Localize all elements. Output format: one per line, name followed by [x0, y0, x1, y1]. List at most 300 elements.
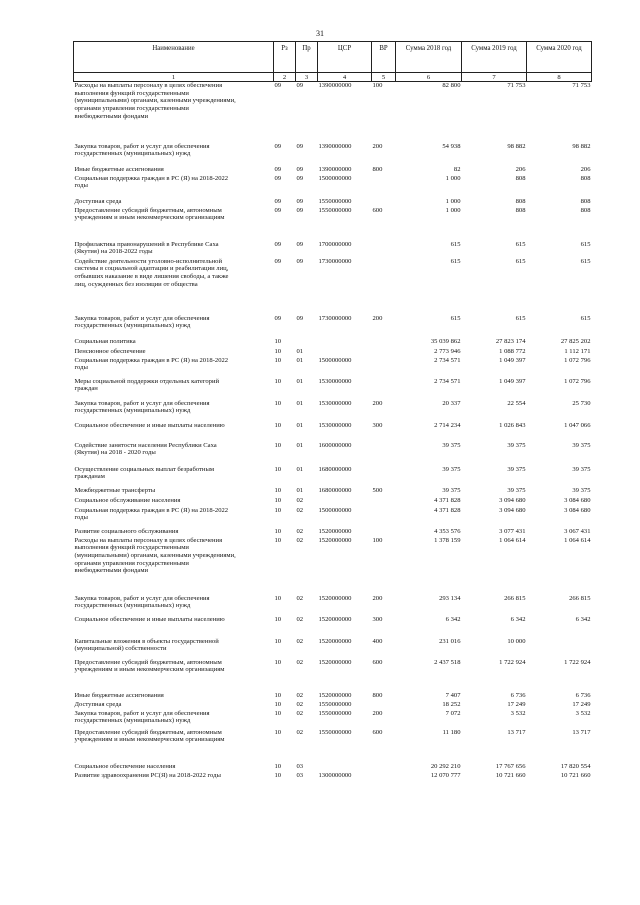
amount-2018: 11 180 [442, 728, 461, 736]
page-number: 31 [316, 29, 324, 38]
table-row [74, 507, 592, 528]
amount-2018: 615 [450, 257, 461, 265]
row-name-line: Межбюджетные трансферты [74, 486, 156, 494]
amount-2019: 98 882 [507, 142, 526, 150]
column-number-cell: 7 [462, 73, 527, 82]
section-code: 10 [274, 496, 282, 504]
expense-type-code: 100 [372, 536, 383, 544]
amount-2018: 4 371 828 [434, 496, 461, 504]
target-article-code: 1520000000 [318, 527, 352, 535]
amount-2019: 808 [515, 206, 526, 214]
amount-2019: 6 342 [510, 615, 526, 623]
row-name [74, 175, 274, 198]
table-row [74, 710, 592, 729]
amount-2018: 1 000 [445, 206, 461, 214]
amount-2018: 6 342 [445, 615, 461, 623]
row-name-line: Социальное обслуживание населения [74, 496, 181, 504]
row-name-line: Социальное обеспечение и иные выплаты населению [74, 615, 225, 623]
table-row [74, 638, 592, 659]
row-name-line: граждан [74, 385, 98, 393]
section-code: 09 [274, 174, 282, 182]
row-name [74, 207, 274, 241]
amount-2018: 2 714 234 [434, 421, 461, 429]
expense-type-code [372, 198, 396, 207]
target-article-code: 1300000000 [318, 771, 352, 779]
header-cell: ЦСР [318, 42, 372, 73]
target-article-code: 1520000000 [318, 658, 352, 666]
subsection-code: 02 [296, 506, 304, 514]
row-name-line: Пенсионное обеспечение [74, 347, 146, 355]
row-name-line: учреждениям и иным некоммерческим организациям [74, 214, 225, 222]
subsection-code: 02 [296, 536, 304, 544]
amount-2020: 39 375 [572, 441, 591, 449]
section-code: 10 [274, 615, 282, 623]
table-row [74, 338, 592, 348]
target-article-code: 1700000000 [318, 240, 352, 248]
section-code: 10 [274, 594, 282, 602]
amount-2019: 6 736 [510, 691, 526, 699]
row-name-line: Расходы на выплаты персоналу в целях обеспечения [74, 82, 223, 89]
expense-type-code: 400 [372, 637, 383, 645]
amount-2019: 266 815 [504, 594, 526, 602]
row-name [74, 378, 274, 400]
amount-2019: 1 049 397 [499, 377, 526, 385]
row-name [74, 442, 274, 466]
section-code: 09 [274, 206, 282, 214]
expense-type-code: 200 [372, 314, 383, 322]
amount-2018: 2 734 571 [434, 356, 461, 364]
section-code: 10 [274, 536, 282, 544]
row-name-line: Социальное обеспечение и иные выплаты населению [74, 421, 225, 429]
row-name-line: Содействие деятельности уголовно-исполнительной [74, 257, 223, 265]
amount-2020: 39 375 [572, 465, 591, 473]
amount-2018: 1 378 159 [434, 536, 461, 544]
row-name-line: Предоставление субсидий бюджетным, автономным [74, 206, 222, 214]
target-article-code: 1530000000 [318, 399, 352, 407]
amount-2018: 18 252 [442, 700, 461, 708]
expense-type-code: 800 [372, 691, 383, 699]
expense-type-code: 200 [372, 594, 383, 602]
target-article-code: 1730000000 [318, 314, 352, 322]
section-code: 10 [274, 771, 282, 779]
target-article-code: 1520000000 [318, 615, 352, 623]
amount-2019: 808 [515, 174, 526, 182]
subsection-code: 03 [296, 771, 304, 779]
subsection-code: 01 [296, 347, 304, 355]
amount-2019: 3 094 680 [499, 496, 526, 504]
row-name-line: Доступная среда [74, 197, 122, 205]
amount-2020: 71 753 [572, 82, 591, 89]
amount-2019: 39 375 [507, 486, 526, 494]
expense-type-code [372, 466, 396, 487]
section-code: 09 [274, 82, 282, 89]
subsection-code: 01 [296, 465, 304, 473]
amount-2018: 2 734 571 [434, 377, 461, 385]
subsection-code: 03 [296, 762, 304, 770]
row-name-line: годы [74, 514, 88, 522]
header-cell: Пр [296, 42, 318, 73]
amount-2018: 39 375 [442, 465, 461, 473]
table-row [74, 315, 592, 338]
table-row [74, 528, 592, 537]
row-name [74, 616, 274, 638]
expense-type-code [372, 348, 396, 357]
row-name [74, 507, 274, 528]
row-name-line: Закупка товаров, работ и услуг для обеспечения [74, 314, 210, 322]
amount-2020: 1 072 796 [564, 377, 591, 385]
amount-2020: 3 532 [575, 709, 591, 717]
amount-2019: 3 094 680 [499, 506, 526, 514]
subsection-code: 02 [296, 496, 304, 504]
target-article-code: 1680000000 [318, 465, 352, 473]
amount-2019: 13 717 [507, 728, 526, 736]
target-article-code: 1550000000 [318, 197, 352, 205]
amount-2019: 615 [515, 314, 526, 322]
amount-2018: 82 [453, 165, 461, 173]
row-name-line: Социальная поддержка граждан в РС (Я) на 2018-2022 [74, 356, 229, 364]
section-code: 10 [274, 658, 282, 666]
row-name [74, 241, 274, 258]
section-code: 10 [274, 728, 282, 736]
row-name-line: Социальная поддержка граждан в РС (Я) на 2018-2022 [74, 174, 229, 182]
table-row [74, 241, 592, 258]
row-name-line: государственных (муниципальных) нужд [74, 150, 191, 158]
amount-2019: 3 532 [510, 709, 526, 717]
row-name-line: органами управления государственными [74, 105, 189, 113]
row-name-line: Расходы на выплаты персоналу в целях обеспечения [74, 536, 223, 544]
row-name [74, 357, 274, 378]
expense-type-code [372, 772, 396, 782]
section-code: 09 [274, 197, 282, 205]
amount-2019: 39 375 [507, 465, 526, 473]
amount-2020: 3 067 431 [564, 527, 591, 535]
table-row [74, 166, 592, 175]
expense-type-code [372, 357, 396, 378]
amount-2020: 6 736 [575, 691, 591, 699]
target-article-code: 1500000000 [318, 174, 352, 182]
section-code: 10 [274, 691, 282, 699]
expense-type-code [372, 241, 396, 258]
row-name [74, 315, 274, 338]
target-article-code: 1500000000 [318, 356, 352, 364]
row-name-line: учреждениям и иным некоммерческим организациям [74, 666, 225, 674]
amount-2019: 206 [515, 165, 526, 173]
row-name [74, 537, 274, 595]
amount-2018: 4 353 576 [434, 527, 461, 535]
table-row [74, 207, 592, 241]
section-code: 10 [274, 709, 282, 717]
amount-2018: 2 773 946 [434, 347, 461, 355]
target-article-code: 1530000000 [318, 377, 352, 385]
target-article-code: 1550000000 [318, 700, 352, 708]
amount-2018: 35 039 862 [430, 337, 461, 345]
row-name-line: Доступная среда [74, 700, 122, 708]
row-name-line: (муниципальной) собственности [74, 645, 167, 653]
target-article-code: 1520000000 [318, 691, 352, 699]
table-row [74, 692, 592, 701]
amount-2018: 1 000 [445, 197, 461, 205]
row-name [74, 466, 274, 487]
amount-2019: 71 753 [507, 82, 526, 89]
subsection-code: 09 [296, 165, 304, 173]
expense-type-code [372, 497, 396, 507]
amount-2018: 20 292 210 [430, 762, 461, 770]
section-code: 10 [274, 506, 282, 514]
section-code: 10 [274, 399, 282, 407]
amount-2020: 1 047 066 [564, 421, 591, 429]
column-number-cell: 1 [74, 73, 274, 82]
row-name [74, 258, 274, 315]
row-name-line: (Якутия) на 2018 - 2020 годы [74, 449, 156, 457]
header-cell: ВР [372, 42, 396, 73]
target-article-code: 1730000000 [318, 257, 352, 265]
section-code: 10 [274, 486, 282, 494]
amount-2019: 10 000 [507, 637, 526, 645]
table-row [74, 595, 592, 616]
amount-2018: 293 134 [439, 594, 461, 602]
expense-type-code [372, 338, 396, 348]
amount-2019: 808 [515, 197, 526, 205]
row-name-line: годы [74, 364, 88, 372]
amount-2020: 808 [580, 206, 591, 214]
amount-2020: 27 825 202 [560, 337, 591, 345]
row-name [74, 638, 274, 659]
row-name [74, 692, 274, 701]
row-name-line: (муниципальными) органами, казенными учреждениями, [74, 97, 236, 105]
section-code: 10 [274, 700, 282, 708]
amount-2019: 1 064 614 [499, 536, 526, 544]
amount-2020: 10 721 660 [560, 771, 591, 779]
amount-2020: 39 375 [572, 486, 591, 494]
amount-2019: 1 722 924 [499, 658, 526, 666]
row-name [74, 82, 274, 143]
header-cell: Сумма 2020 год [527, 42, 592, 73]
amount-2018: 7 407 [445, 691, 461, 699]
row-name-line: Закупка товаров, работ и услуг для обеспечения [74, 594, 210, 602]
expense-type-code: 300 [372, 421, 383, 429]
row-name [74, 143, 274, 166]
row-name-line: выполнения функций государственными [74, 544, 189, 552]
table-row [74, 659, 592, 692]
expense-type-code: 300 [372, 615, 383, 623]
expense-type-code [372, 507, 396, 528]
row-name-line: органами управления государственными [74, 559, 189, 567]
subsection-code: 09 [296, 142, 304, 150]
row-name-line: Закупка товаров, работ и услуг для обеспечения [74, 142, 210, 150]
amount-2018: 82 800 [442, 82, 461, 89]
row-name [74, 338, 274, 348]
amount-2019: 615 [515, 257, 526, 265]
amount-2020: 808 [580, 197, 591, 205]
target-article-code: 1550000000 [318, 206, 352, 214]
row-name [74, 659, 274, 692]
amount-2020: 98 882 [572, 142, 591, 150]
row-name-line: выполнения функций государственными [74, 89, 189, 97]
row-name [74, 497, 274, 507]
amount-2020: 13 717 [572, 728, 591, 736]
table-body [74, 82, 592, 782]
subsection-code: 02 [296, 658, 304, 666]
amount-2018: 39 375 [442, 486, 461, 494]
subsection-code: 01 [296, 399, 304, 407]
subsection-code: 09 [296, 240, 304, 248]
amount-2018: 20 337 [442, 399, 461, 407]
row-name-line: Социальное обеспечение населения [74, 762, 176, 770]
row-name [74, 710, 274, 729]
header-cell: Сумма 2019 год [462, 42, 527, 73]
section-code: 10 [274, 377, 282, 385]
expense-type-code: 200 [372, 709, 383, 717]
amount-2018: 231 016 [439, 637, 461, 645]
column-number-cell: 2 [274, 73, 296, 82]
row-name-line: Развитие здравоохранения РС(Я) на 2018-2022 годы [74, 771, 221, 779]
expense-type-code: 600 [372, 728, 383, 736]
header-cell: Сумма 2018 год [396, 42, 462, 73]
subsection-code: 02 [296, 527, 304, 535]
expense-type-code: 600 [372, 658, 383, 666]
amount-2020: 206 [580, 165, 591, 173]
column-number-cell: 8 [527, 73, 592, 82]
row-name-line: системы в социальной адаптации и реабилитации лиц, [74, 265, 229, 273]
amount-2019: 615 [515, 240, 526, 248]
subsection-code: 02 [296, 709, 304, 717]
row-name [74, 701, 274, 710]
target-article-code [318, 338, 372, 348]
row-name-line: Социальная поддержка граждан в РС (Я) на 2018-2022 [74, 506, 229, 514]
row-name-line: Иные бюджетные ассигнования [74, 165, 164, 173]
row-name-line: Капитальные вложения в объекты государственной [74, 637, 219, 645]
amount-2020: 3 084 680 [564, 506, 591, 514]
expense-type-code: 500 [372, 486, 383, 494]
target-article-code: 1600000000 [318, 441, 352, 449]
expense-type-code: 200 [372, 399, 383, 407]
subsection-code: 02 [296, 700, 304, 708]
expense-type-code [372, 763, 396, 772]
amount-2020: 1 064 614 [564, 536, 591, 544]
header-cell: Рз [274, 42, 296, 73]
section-code: 10 [274, 465, 282, 473]
column-number-cell: 5 [372, 73, 396, 82]
row-name-line: лиц, осужденных без изоляции от общества [74, 280, 198, 288]
amount-2020: 615 [580, 314, 591, 322]
section-code: 09 [274, 314, 282, 322]
table-row [74, 729, 592, 763]
amount-2020: 1 112 171 [564, 347, 591, 355]
row-name-line: Социальная политика [74, 337, 136, 345]
row-name-line: Развитие социального обслуживания [74, 527, 179, 535]
target-article-code: 1390000000 [318, 165, 352, 173]
table-row [74, 198, 592, 207]
row-name-line: Осуществление социальных выплат безработным [74, 465, 215, 473]
amount-2019: 27 823 174 [495, 337, 526, 345]
row-name [74, 348, 274, 357]
section-code: 10 [274, 762, 282, 770]
row-name [74, 400, 274, 422]
amount-2019: 22 554 [507, 399, 526, 407]
subsection-code: 01 [296, 486, 304, 494]
expense-type-code: 100 [372, 82, 383, 89]
target-article-code: 1550000000 [318, 728, 352, 736]
table-row [74, 422, 592, 442]
subsection-code: 09 [296, 314, 304, 322]
section-code: 10 [274, 356, 282, 364]
amount-2020: 808 [580, 174, 591, 182]
target-article-code: 1390000000 [318, 82, 352, 89]
table-row [74, 616, 592, 638]
table-row [74, 348, 592, 357]
amount-2019: 3 077 431 [499, 527, 526, 535]
amount-2020: 17 820 554 [560, 762, 591, 770]
row-name [74, 528, 274, 537]
amount-2019: 1 026 843 [499, 421, 526, 429]
row-name-line: отбывших наказание в виде лишения свободы, а также [74, 272, 229, 280]
subsection-code: 02 [296, 615, 304, 623]
table-row [74, 400, 592, 422]
subsection-code [296, 338, 318, 348]
target-article-code [318, 497, 372, 507]
amount-2019: 1 049 397 [499, 356, 526, 364]
row-name-line: государственных (муниципальных) нужд [74, 407, 191, 415]
expense-type-code: 800 [372, 165, 383, 173]
table-row [74, 143, 592, 166]
subsection-code: 02 [296, 728, 304, 736]
amount-2020: 615 [580, 240, 591, 248]
row-name [74, 422, 274, 442]
row-name-line: Содействие занятости населения Республики Саха [74, 441, 217, 449]
amount-2019: 10 721 660 [495, 771, 526, 779]
target-article-code: 1500000000 [318, 506, 352, 514]
table-header-row [74, 42, 592, 73]
row-name-line: учреждениям и иным некоммерческим организациям [74, 736, 225, 744]
row-name-line: государственных (муниципальных) нужд [74, 717, 191, 725]
row-name-line: внебюджетными фондами [74, 567, 149, 575]
target-article-code: 1520000000 [318, 594, 352, 602]
row-name [74, 595, 274, 616]
amount-2018: 1 000 [445, 174, 461, 182]
row-name-line: государственных (муниципальных) нужд [74, 322, 191, 330]
section-code: 10 [274, 421, 282, 429]
row-name [74, 198, 274, 207]
amount-2018: 54 938 [442, 142, 461, 150]
amount-2018: 615 [450, 314, 461, 322]
subsection-code: 01 [296, 421, 304, 429]
subsection-code: 09 [296, 197, 304, 205]
header-cell: Наименование [74, 42, 274, 73]
section-code: 10 [274, 441, 282, 449]
amount-2020: 266 815 [569, 594, 591, 602]
amount-2018: 4 371 828 [434, 506, 461, 514]
subsection-code: 02 [296, 637, 304, 645]
subsection-code: 09 [296, 257, 304, 265]
expense-type-code: 200 [372, 142, 383, 150]
row-name-line: Предоставление субсидий бюджетным, автономным [74, 658, 222, 666]
section-code: 09 [274, 142, 282, 150]
subsection-code: 01 [296, 356, 304, 364]
section-code: 09 [274, 257, 282, 265]
expense-type-code [372, 442, 396, 466]
amount-2019: 1 088 772 [499, 347, 526, 355]
expense-type-code [372, 175, 396, 198]
row-name-line: государственных (муниципальных) нужд [74, 602, 191, 610]
table-row [74, 466, 592, 487]
section-code: 09 [274, 240, 282, 248]
subsection-code: 02 [296, 594, 304, 602]
row-name [74, 729, 274, 763]
row-name-line: Меры социальной поддержки отдельных категорий [74, 377, 219, 385]
section-code: 10 [274, 337, 282, 345]
amount-2020 [527, 638, 592, 659]
target-article-code: 1390000000 [318, 142, 352, 150]
